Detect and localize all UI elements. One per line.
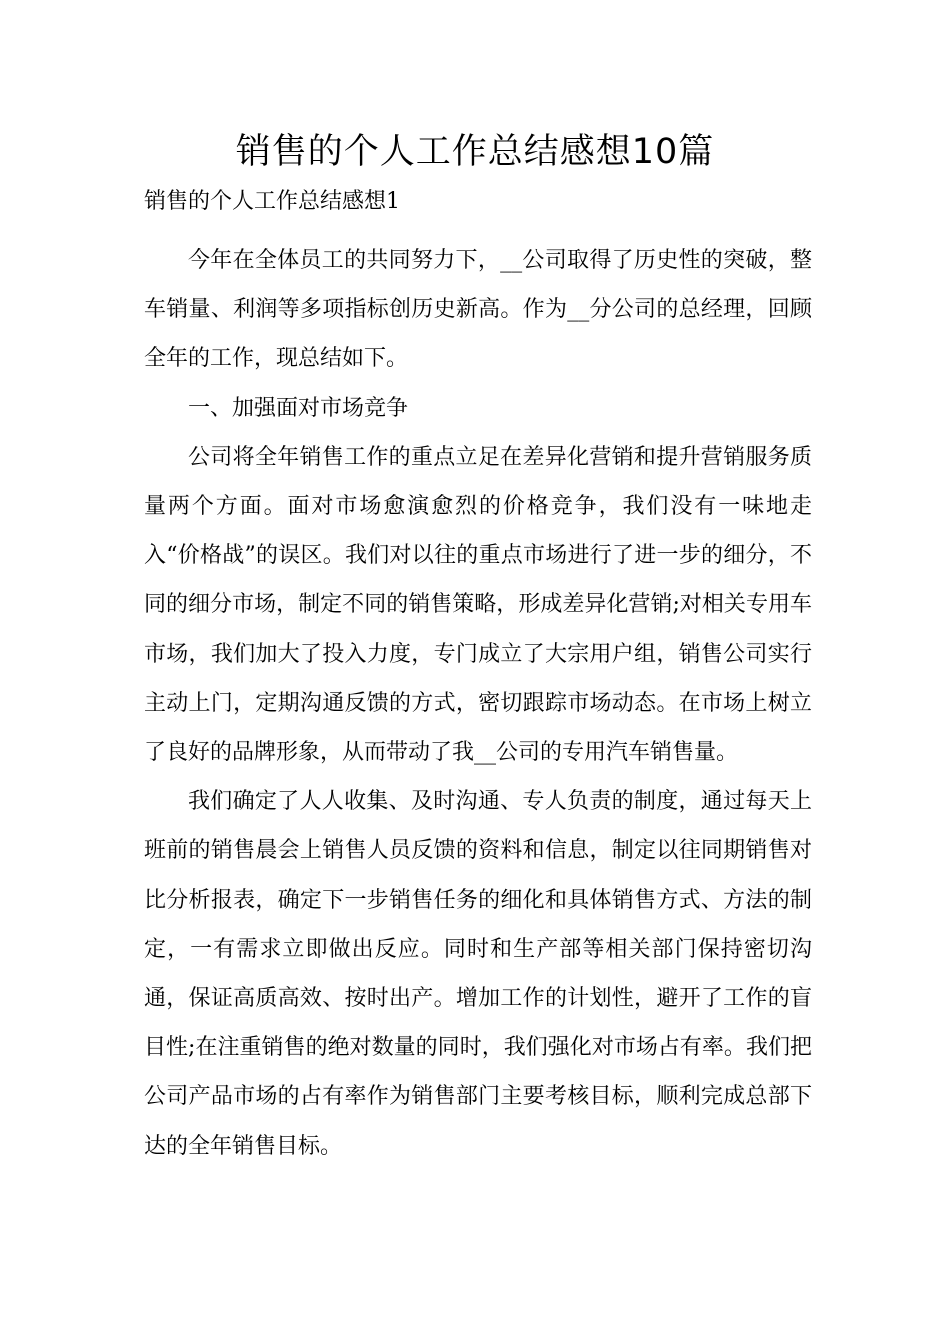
document-body bbox=[144, 236, 812, 1171]
paragraph-heading-1: 一、加强面对市场竞争 bbox=[188, 395, 409, 421]
paragraph-intro: 今年在全体员工的共同努力下，__公司取得了历史性的突破，整车销量、利润等多项指标创历史新高。作为__分公司的总经理，回顾全年的工作，现总结如下。 bbox=[144, 248, 812, 372]
section-heading: 销售的个人工作总结感想1 bbox=[144, 189, 400, 214]
paragraph-system: 我们确定了人人收集、及时沟通、专人负责的制度，通过每天上班前的销售晨会上销售人员反馈的资料和信息，制定以往同期销售对比分析报表，确定下一步销售任务的细化和具体销售方式、方法的制定，一有需求立即做出反应。同时和生产部等相关部门保持密切沟通，保证高质高效、按时出产。增加工作的计划性，避开了工作的盲目性;在注重销售的绝对数量的同时，我们强化对市场占有率。我们把公司产品市场的占有率作为销售部门主要考核目标，顺利完成总部下达的全年销售目标。 bbox=[144, 789, 812, 1159]
document-title: 销售的个人工作总结感想10篇 bbox=[235, 132, 715, 172]
paragraph-market: 公司将全年销售工作的重点立足在差异化营销和提升营销服务质量两个方面。面对市场愈演愈烈的价格竞争，我们没有一味地走入“价格战”的误区。我们对以往的重点市场进行了进一步的细分，不同的细分市场，制定不同的销售策略，形成差异化营销;对相关专用车市场，我们加大了投入力度，专门成立了大宗用户组，销售公司实行主动上门，定期沟通反馈的方式，密切跟踪市场动态。在市场上树立了良好的品牌形象，从而带动了我__公司的专用汽车销售量。 bbox=[144, 444, 812, 766]
